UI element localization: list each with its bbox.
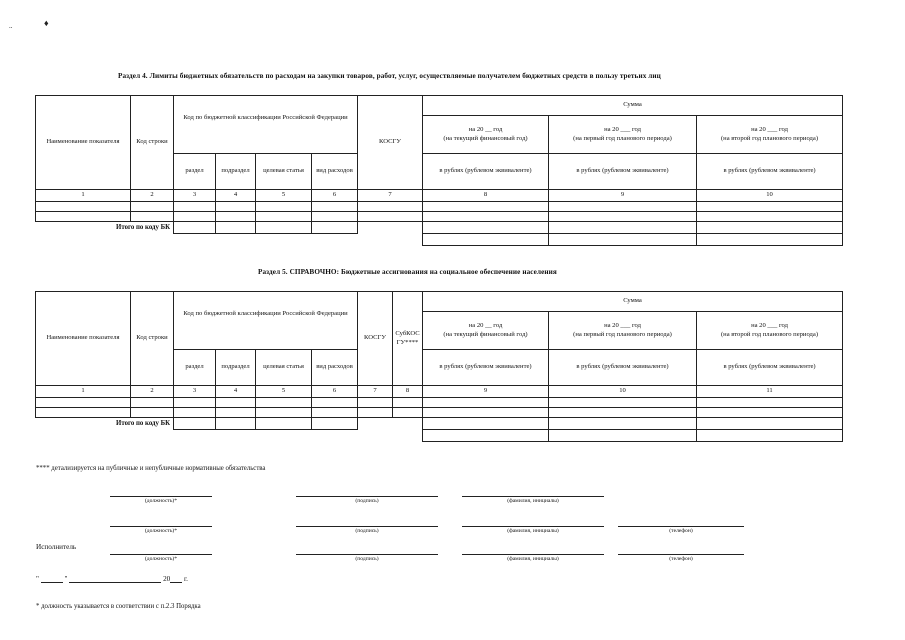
cell[interactable] xyxy=(256,418,312,430)
cell[interactable] xyxy=(131,202,174,212)
total-label: Итого по коду БК xyxy=(116,419,170,427)
col-number: 10 xyxy=(549,386,697,398)
cell[interactable] xyxy=(312,398,358,408)
cell[interactable] xyxy=(256,202,312,212)
col-number: 5 xyxy=(256,190,312,202)
col-number: 11 xyxy=(697,386,843,398)
cell[interactable] xyxy=(174,222,216,234)
cell[interactable] xyxy=(697,430,843,442)
col-number: 6 xyxy=(312,190,358,202)
empty-cell xyxy=(358,418,423,430)
column-numbers-row xyxy=(36,386,843,398)
cell[interactable] xyxy=(358,202,423,212)
year-header-current: на 20 __ год (на текущий финансовый год) xyxy=(423,116,549,154)
unit-header-second: в рублях (рублевом эквиваленте) xyxy=(697,154,843,190)
col-number: 10 xyxy=(697,190,843,202)
section4-table xyxy=(35,95,843,246)
cell[interactable] xyxy=(549,222,697,234)
signature-phone-field[interactable]: (телефон) xyxy=(618,526,744,534)
unit-header-current: в рублях (рублевом эквиваленте) xyxy=(423,154,549,190)
date-year-suffix: г. xyxy=(184,575,188,583)
cell[interactable] xyxy=(358,408,393,418)
date-month-field[interactable] xyxy=(69,575,161,583)
cell[interactable] xyxy=(549,430,697,442)
cell[interactable] xyxy=(256,212,312,222)
total-label: Итого по коду БК xyxy=(116,223,170,231)
cell[interactable] xyxy=(312,202,358,212)
cell[interactable] xyxy=(423,418,549,430)
cell[interactable] xyxy=(216,398,256,408)
col-subkosgu-header: СубКОСГУ**** xyxy=(393,292,423,386)
signature-name-field[interactable]: (фамилия, инициалы) xyxy=(462,496,604,504)
bk-subsection-header: подраздел xyxy=(216,350,256,386)
col-number: 1 xyxy=(36,190,131,202)
year-header-second: на 20 ___ год (на второй год планового периода) xyxy=(697,312,843,350)
cell[interactable] xyxy=(549,398,697,408)
cell[interactable] xyxy=(423,212,549,222)
footnote-obligations: **** детализируется на публичные и непубличные нормативные обязательства xyxy=(36,465,266,472)
col-number: 8 xyxy=(393,386,423,398)
executor-label: Исполнитель xyxy=(36,543,77,551)
cell[interactable] xyxy=(549,408,697,418)
col-sum-header: Сумма xyxy=(423,292,843,312)
section5-table xyxy=(35,291,843,442)
empty-cell xyxy=(36,430,423,442)
scan-mark-left: .. xyxy=(9,22,13,30)
date-year-prefix: 20 xyxy=(163,575,171,583)
cell[interactable] xyxy=(697,212,843,222)
empty-cell xyxy=(36,234,423,246)
cell[interactable] xyxy=(216,222,256,234)
col-number: 7 xyxy=(358,386,393,398)
cell[interactable] xyxy=(423,430,549,442)
cell[interactable] xyxy=(174,418,216,430)
col-code-header: Код строки xyxy=(131,96,174,190)
signature-name-field[interactable]: (фамилия, инициалы) xyxy=(462,526,604,534)
column-numbers-row xyxy=(36,190,843,202)
bk-expense-type-header: вид расходов xyxy=(312,350,358,386)
col-number: 7 xyxy=(358,190,423,202)
col-bk-header: Код по бюджетной классификации Российской Федерации xyxy=(174,96,358,154)
cell[interactable] xyxy=(697,202,843,212)
cell[interactable] xyxy=(549,202,697,212)
col-name-header: Наименование показателя xyxy=(36,96,131,190)
cell[interactable] xyxy=(216,212,256,222)
total-row xyxy=(36,418,843,430)
col-number: 4 xyxy=(216,190,256,202)
col-number: 2 xyxy=(131,190,174,202)
cell[interactable] xyxy=(393,408,423,418)
col-number: 9 xyxy=(549,190,697,202)
date-quote-close: " xyxy=(64,575,68,583)
signature-position-field[interactable]: (должность)* xyxy=(110,526,212,534)
section5-title: Раздел 5. СПРАВОЧНО: Бюджетные ассигнования на социальное обеспечение населения xyxy=(258,268,557,276)
year-header-first: на 20 ___ год (на первый год планового периода) xyxy=(549,312,697,350)
unit-header-first: в рублях (рублевом эквиваленте) xyxy=(549,350,697,386)
total-row-extra xyxy=(36,234,843,246)
col-number: 5 xyxy=(256,386,312,398)
year-header-current: на 20 __ год (на текущий финансовый год) xyxy=(423,312,549,350)
executor-position-field[interactable]: (должность)* xyxy=(110,554,212,562)
footnote-position: * должность указывается в соответствии с п.2.3 Порядка xyxy=(36,603,201,610)
unit-header-first: в рублях (рублевом эквиваленте) xyxy=(549,154,697,190)
year-header-first: на 20 ___ год (на первый год планового периода) xyxy=(549,116,697,154)
bk-subsection-header: подраздел xyxy=(216,154,256,190)
scan-mark-right: ♦ xyxy=(44,18,49,28)
cell[interactable] xyxy=(697,234,843,246)
cell[interactable] xyxy=(312,418,358,430)
cell[interactable] xyxy=(697,398,843,408)
section4-title: Раздел 4. Лимиты бюджетных обязательств по расходам на закупки товаров, работ, услуг, осуществляемые получателем бюджетных средств в пользу третьих лиц xyxy=(118,72,661,80)
cell[interactable] xyxy=(256,398,312,408)
cell[interactable] xyxy=(358,212,423,222)
cell[interactable] xyxy=(312,212,358,222)
cell[interactable] xyxy=(423,408,549,418)
signature-sign-field[interactable]: (подпись) xyxy=(296,526,438,534)
year-header-second: на 20 ___ год (на второй год планового периода) xyxy=(697,116,843,154)
cell[interactable] xyxy=(423,202,549,212)
cell[interactable] xyxy=(216,408,256,418)
col-number: 9 xyxy=(423,386,549,398)
cell[interactable] xyxy=(131,212,174,222)
cell[interactable] xyxy=(423,234,549,246)
cell[interactable] xyxy=(358,398,393,408)
empty-cell xyxy=(358,222,423,234)
unit-header-current: в рублях (рублевом эквиваленте) xyxy=(423,350,549,386)
date-year-field[interactable] xyxy=(170,575,182,583)
executor-phone-field[interactable]: (телефон) xyxy=(618,554,744,562)
cell[interactable] xyxy=(697,408,843,418)
cell[interactable] xyxy=(36,202,131,212)
unit-header-second: в рублях (рублевом эквиваленте) xyxy=(697,350,843,386)
col-kosgu-header: КОСГУ xyxy=(358,292,393,386)
col-name-header: Наименование показателя xyxy=(36,292,131,386)
cell[interactable] xyxy=(256,222,312,234)
table-row xyxy=(36,398,843,408)
bk-section-header: раздел xyxy=(174,350,216,386)
bk-target-header: целевая статья xyxy=(256,350,312,386)
col-number: 4 xyxy=(216,386,256,398)
col-code-header: Код строки xyxy=(131,292,174,386)
col-bk-header: Код по бюджетной классификации Российской Федерации xyxy=(174,292,358,350)
cell[interactable] xyxy=(174,408,216,418)
cell[interactable] xyxy=(549,418,697,430)
table-row xyxy=(36,212,843,222)
cell[interactable] xyxy=(256,408,312,418)
cell[interactable] xyxy=(423,398,549,408)
cell[interactable] xyxy=(312,222,358,234)
table-row xyxy=(36,408,843,418)
col-number: 3 xyxy=(174,190,216,202)
signature-position-field[interactable]: (должность)* xyxy=(110,496,212,504)
bk-expense-type-header: вид расходов xyxy=(312,154,358,190)
col-number: 2 xyxy=(131,386,174,398)
col-kosgu-header: КОСГУ xyxy=(358,96,423,190)
cell[interactable] xyxy=(36,408,131,418)
cell[interactable] xyxy=(36,398,131,408)
total-row-extra xyxy=(36,430,843,442)
cell[interactable] xyxy=(393,398,423,408)
bk-target-header: целевая статья xyxy=(256,154,312,190)
date-line xyxy=(36,575,188,583)
cell[interactable] xyxy=(174,212,216,222)
cell[interactable] xyxy=(697,418,843,430)
cell[interactable] xyxy=(216,202,256,212)
cell[interactable] xyxy=(312,408,358,418)
col-number: 3 xyxy=(174,386,216,398)
cell[interactable] xyxy=(131,408,174,418)
cell[interactable] xyxy=(423,222,549,234)
total-row xyxy=(36,222,843,234)
cell[interactable] xyxy=(174,398,216,408)
signature-sign-field[interactable]: (подпись) xyxy=(296,496,438,504)
cell[interactable] xyxy=(131,398,174,408)
date-quote-open: " xyxy=(36,575,39,583)
cell[interactable] xyxy=(174,202,216,212)
cell[interactable] xyxy=(216,418,256,430)
bk-section-header: раздел xyxy=(174,154,216,190)
date-day-field[interactable] xyxy=(41,575,63,583)
cell[interactable] xyxy=(549,234,697,246)
col-sum-header: Сумма xyxy=(423,96,843,116)
cell[interactable] xyxy=(549,212,697,222)
executor-name-field[interactable]: (фамилия, инициалы) xyxy=(462,554,604,562)
cell[interactable] xyxy=(36,212,131,222)
col-number: 6 xyxy=(312,386,358,398)
col-number: 1 xyxy=(36,386,131,398)
table-row xyxy=(36,202,843,212)
col-number: 8 xyxy=(423,190,549,202)
cell[interactable] xyxy=(697,222,843,234)
executor-sign-field[interactable]: (подпись) xyxy=(296,554,438,562)
